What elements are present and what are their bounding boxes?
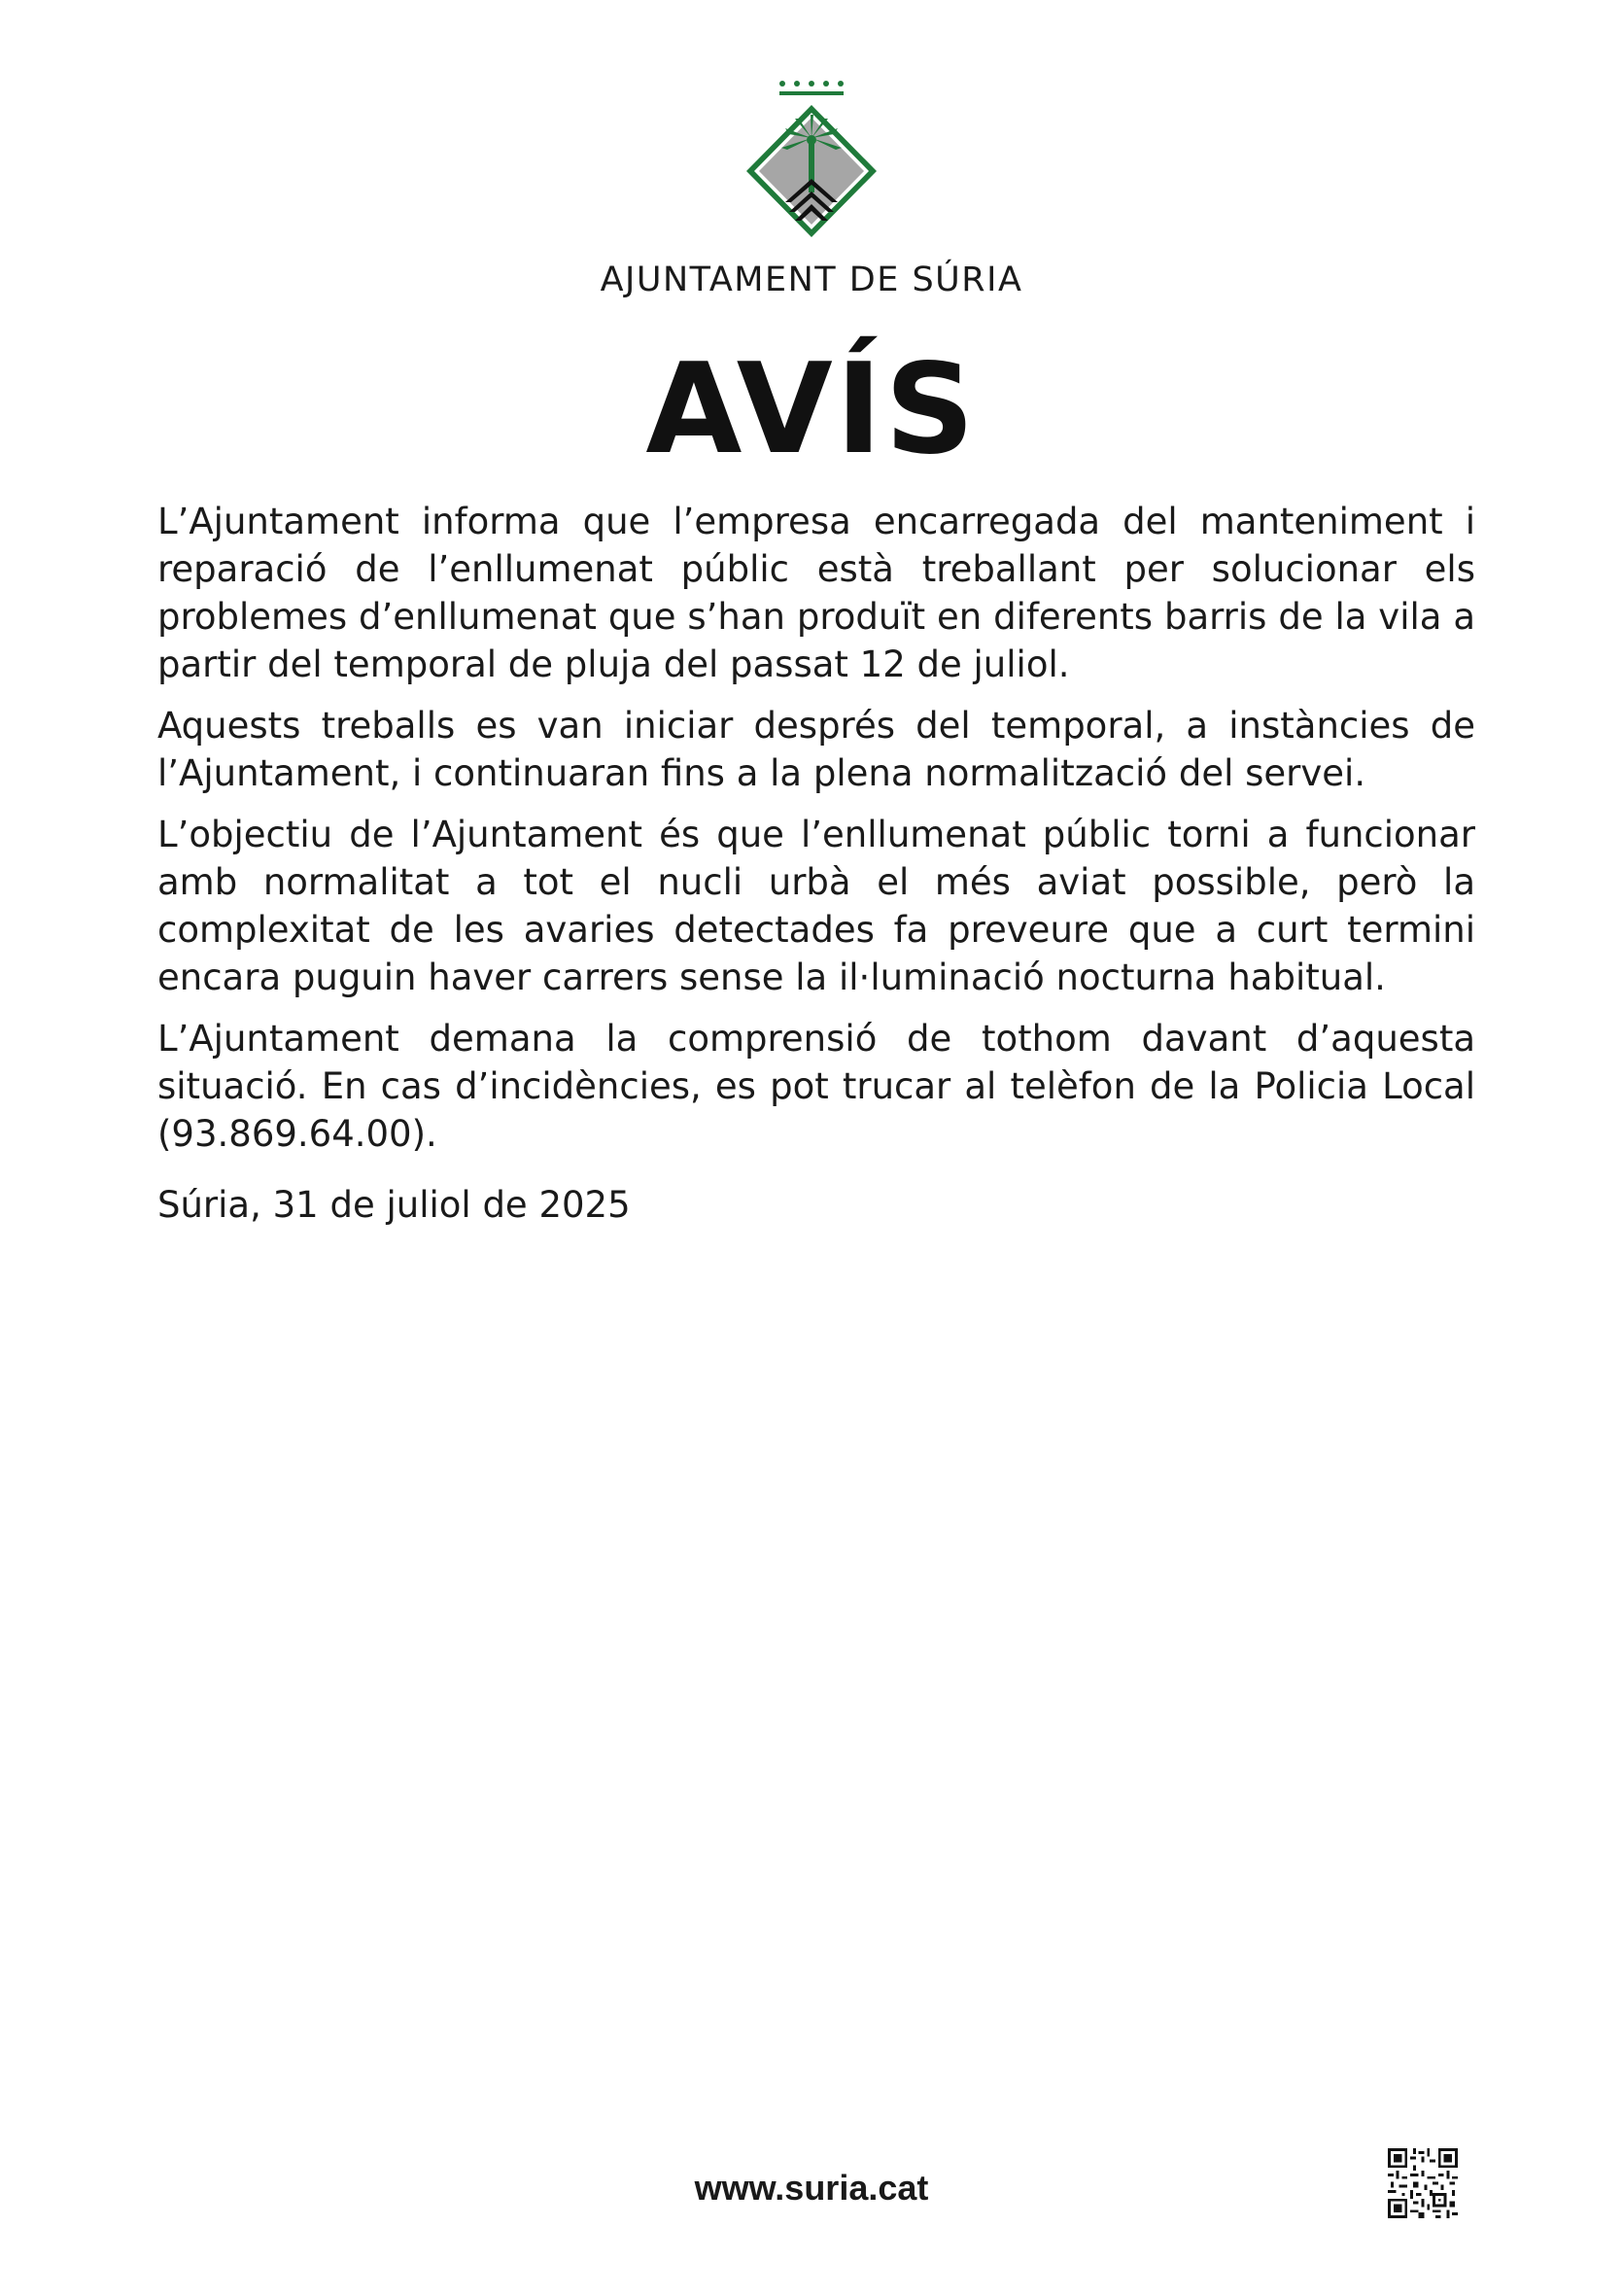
page-title: AVÍS xyxy=(645,337,978,482)
paragraph: L’objectiu de l’Ajuntament és que l’enllumenat públic torni a funcionar amb normalitat a tot el nucli urbà el més aviat possible, però la complexitat de les avaries detectades fa preveure que a curt termini encara puguin haver carrers sense la il·luminació nocturna habitual. xyxy=(157,814,1475,998)
page-header xyxy=(0,78,1623,299)
signature-date: Súria, 31 de juliol de 2025 xyxy=(157,1184,631,1226)
paragraph: L’Ajuntament informa que l’empresa encarregada del manteniment i reparació de l’enllumenat públic està treballant per solucionar els problemes d’enllumenat que s’han produït en diferents barris de la vila a partir del temporal de pluja del passat 12 de juliol. xyxy=(157,501,1475,685)
qr-code-icon xyxy=(1388,2148,1458,2218)
suria-coat-of-arms-icon xyxy=(739,78,884,243)
notice-body xyxy=(157,498,1475,1242)
organization-name: AJUNTAMENT DE SÚRIA xyxy=(600,261,1023,299)
website-link[interactable]: www.suria.cat xyxy=(694,2168,929,2208)
paragraph: Aquests treballs es van iniciar després del temporal, a instàncies de l’Ajuntament, i continuaran fins a la plena normalització del servei. xyxy=(157,705,1475,794)
paragraph: L’Ajuntament demana la comprensió de tothom davant d’aquesta situació. En cas d’incidències, es pot trucar al telèfon de la Policia Local (93.869.64.00). xyxy=(157,1018,1475,1155)
